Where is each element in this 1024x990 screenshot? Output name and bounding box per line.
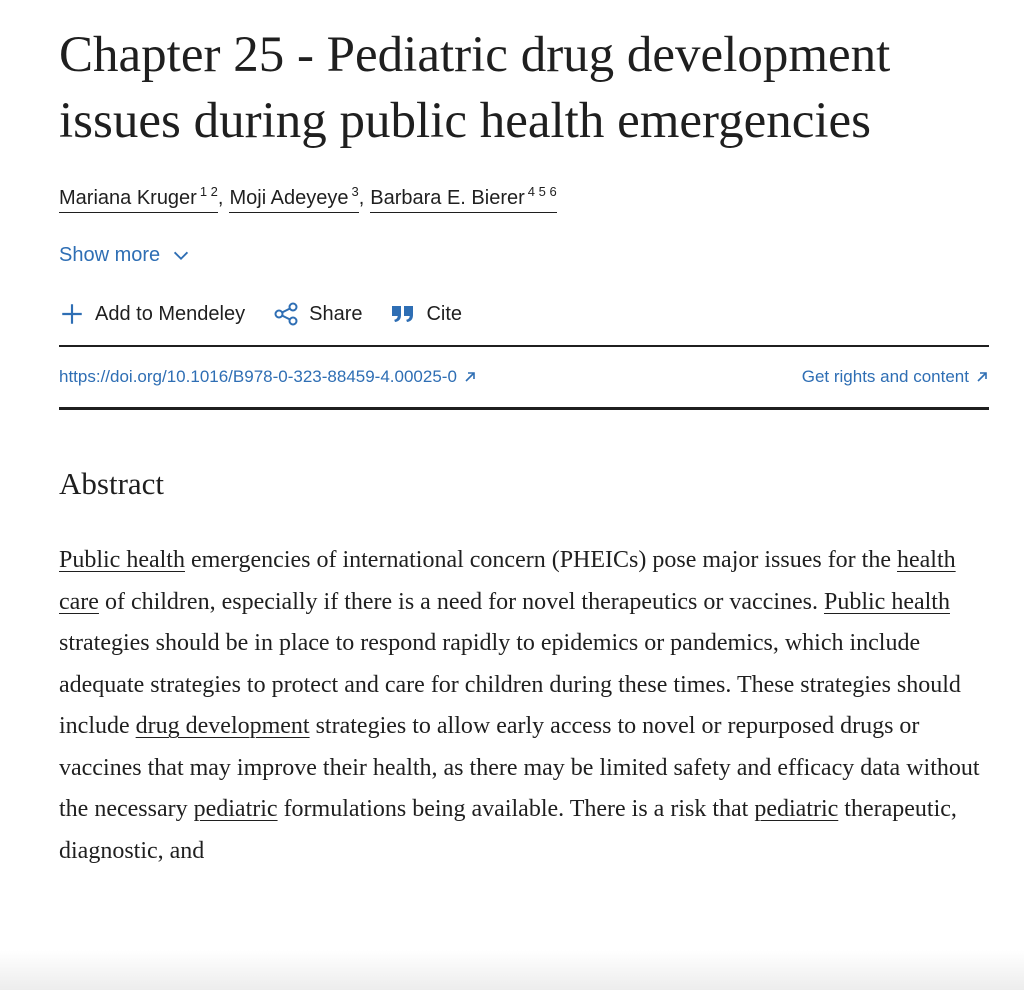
abstract-term-link[interactable]: Public health	[823, 588, 950, 615]
abstract-heading: Abstract	[59, 466, 165, 501]
abstract-term-link[interactable]: pediatric	[754, 796, 839, 822]
article-title: Chapter 25 - Pediatric drug development issues during public health emergencies	[59, 27, 891, 149]
abstract-text-segment: formulations being available. There is a risk that	[277, 796, 755, 822]
article-header	[59, 22, 989, 896]
quote-icon	[390, 301, 416, 327]
external-link-icon	[975, 370, 989, 384]
affiliation-sup: 4 5 6	[527, 184, 557, 200]
doi-link[interactable]: https://doi.org/10.1016/B978-0-323-88459-4.00025-0	[59, 367, 477, 387]
doi-row	[59, 347, 989, 407]
chevron-down-icon	[170, 245, 192, 267]
add-to-mendeley-button[interactable]	[59, 301, 245, 327]
cite-button[interactable]	[390, 301, 462, 327]
abstract-term-link[interactable]: Public health	[59, 547, 185, 573]
abstract-term-link[interactable]: drug development	[135, 713, 310, 739]
author-link-bierer[interactable]: Barbara E. Bierer $^{4 5 6}$	[370, 187, 556, 213]
share-button[interactable]	[273, 301, 362, 327]
abstract-text-segment: of children, especially if there is a need for novel therapeutics or vaccines.	[98, 588, 824, 615]
abstract-term-link[interactable]: pediatric	[193, 796, 278, 822]
author-separator: ,	[358, 187, 365, 209]
rights-link[interactable]: Get rights and content	[802, 367, 989, 387]
share-label: Share	[309, 302, 363, 325]
author-list	[59, 184, 989, 212]
abstract-text-segment: strategies to allow early access to novel or repurposed drugs or vaccines that may improve their health, as there may be limited safety and efficacy data without the necessary	[59, 713, 980, 822]
author-separator: ,	[217, 187, 224, 209]
abstract-text-segment: strategies should be in place to respond rapidly to epidemics or pandemics, which include adequate strategies to protect and care for children during these times. These strategies should include	[59, 630, 961, 739]
affiliation-sup: 1 2	[199, 184, 218, 200]
abstract-text-segment: emergencies of international concern (PHEICs) pose major issues for the	[184, 547, 897, 573]
divider	[59, 407, 989, 410]
mendeley-label: Add to Mendeley	[95, 302, 246, 325]
plus-icon	[59, 301, 85, 327]
article-actions	[59, 301, 989, 327]
affiliation-sup: 3	[351, 184, 359, 200]
show-more-button[interactable]	[59, 244, 192, 267]
abstract-term-link[interactable]: health care	[59, 547, 956, 615]
author-link-kruger[interactable]: Mariana Kruger $^{1 2}$	[59, 187, 218, 213]
external-link-icon	[463, 370, 477, 384]
author-link-adeyeye[interactable]: Moji Adeyeye $^3$	[229, 187, 358, 213]
show-more-label: Show more	[59, 244, 161, 266]
bottom-fade	[0, 950, 1024, 990]
abstract-text-segment: therapeutic, diagnostic, and	[59, 796, 957, 864]
abstract-text	[59, 540, 989, 872]
share-icon	[273, 301, 299, 327]
cite-label: Cite	[426, 302, 463, 325]
